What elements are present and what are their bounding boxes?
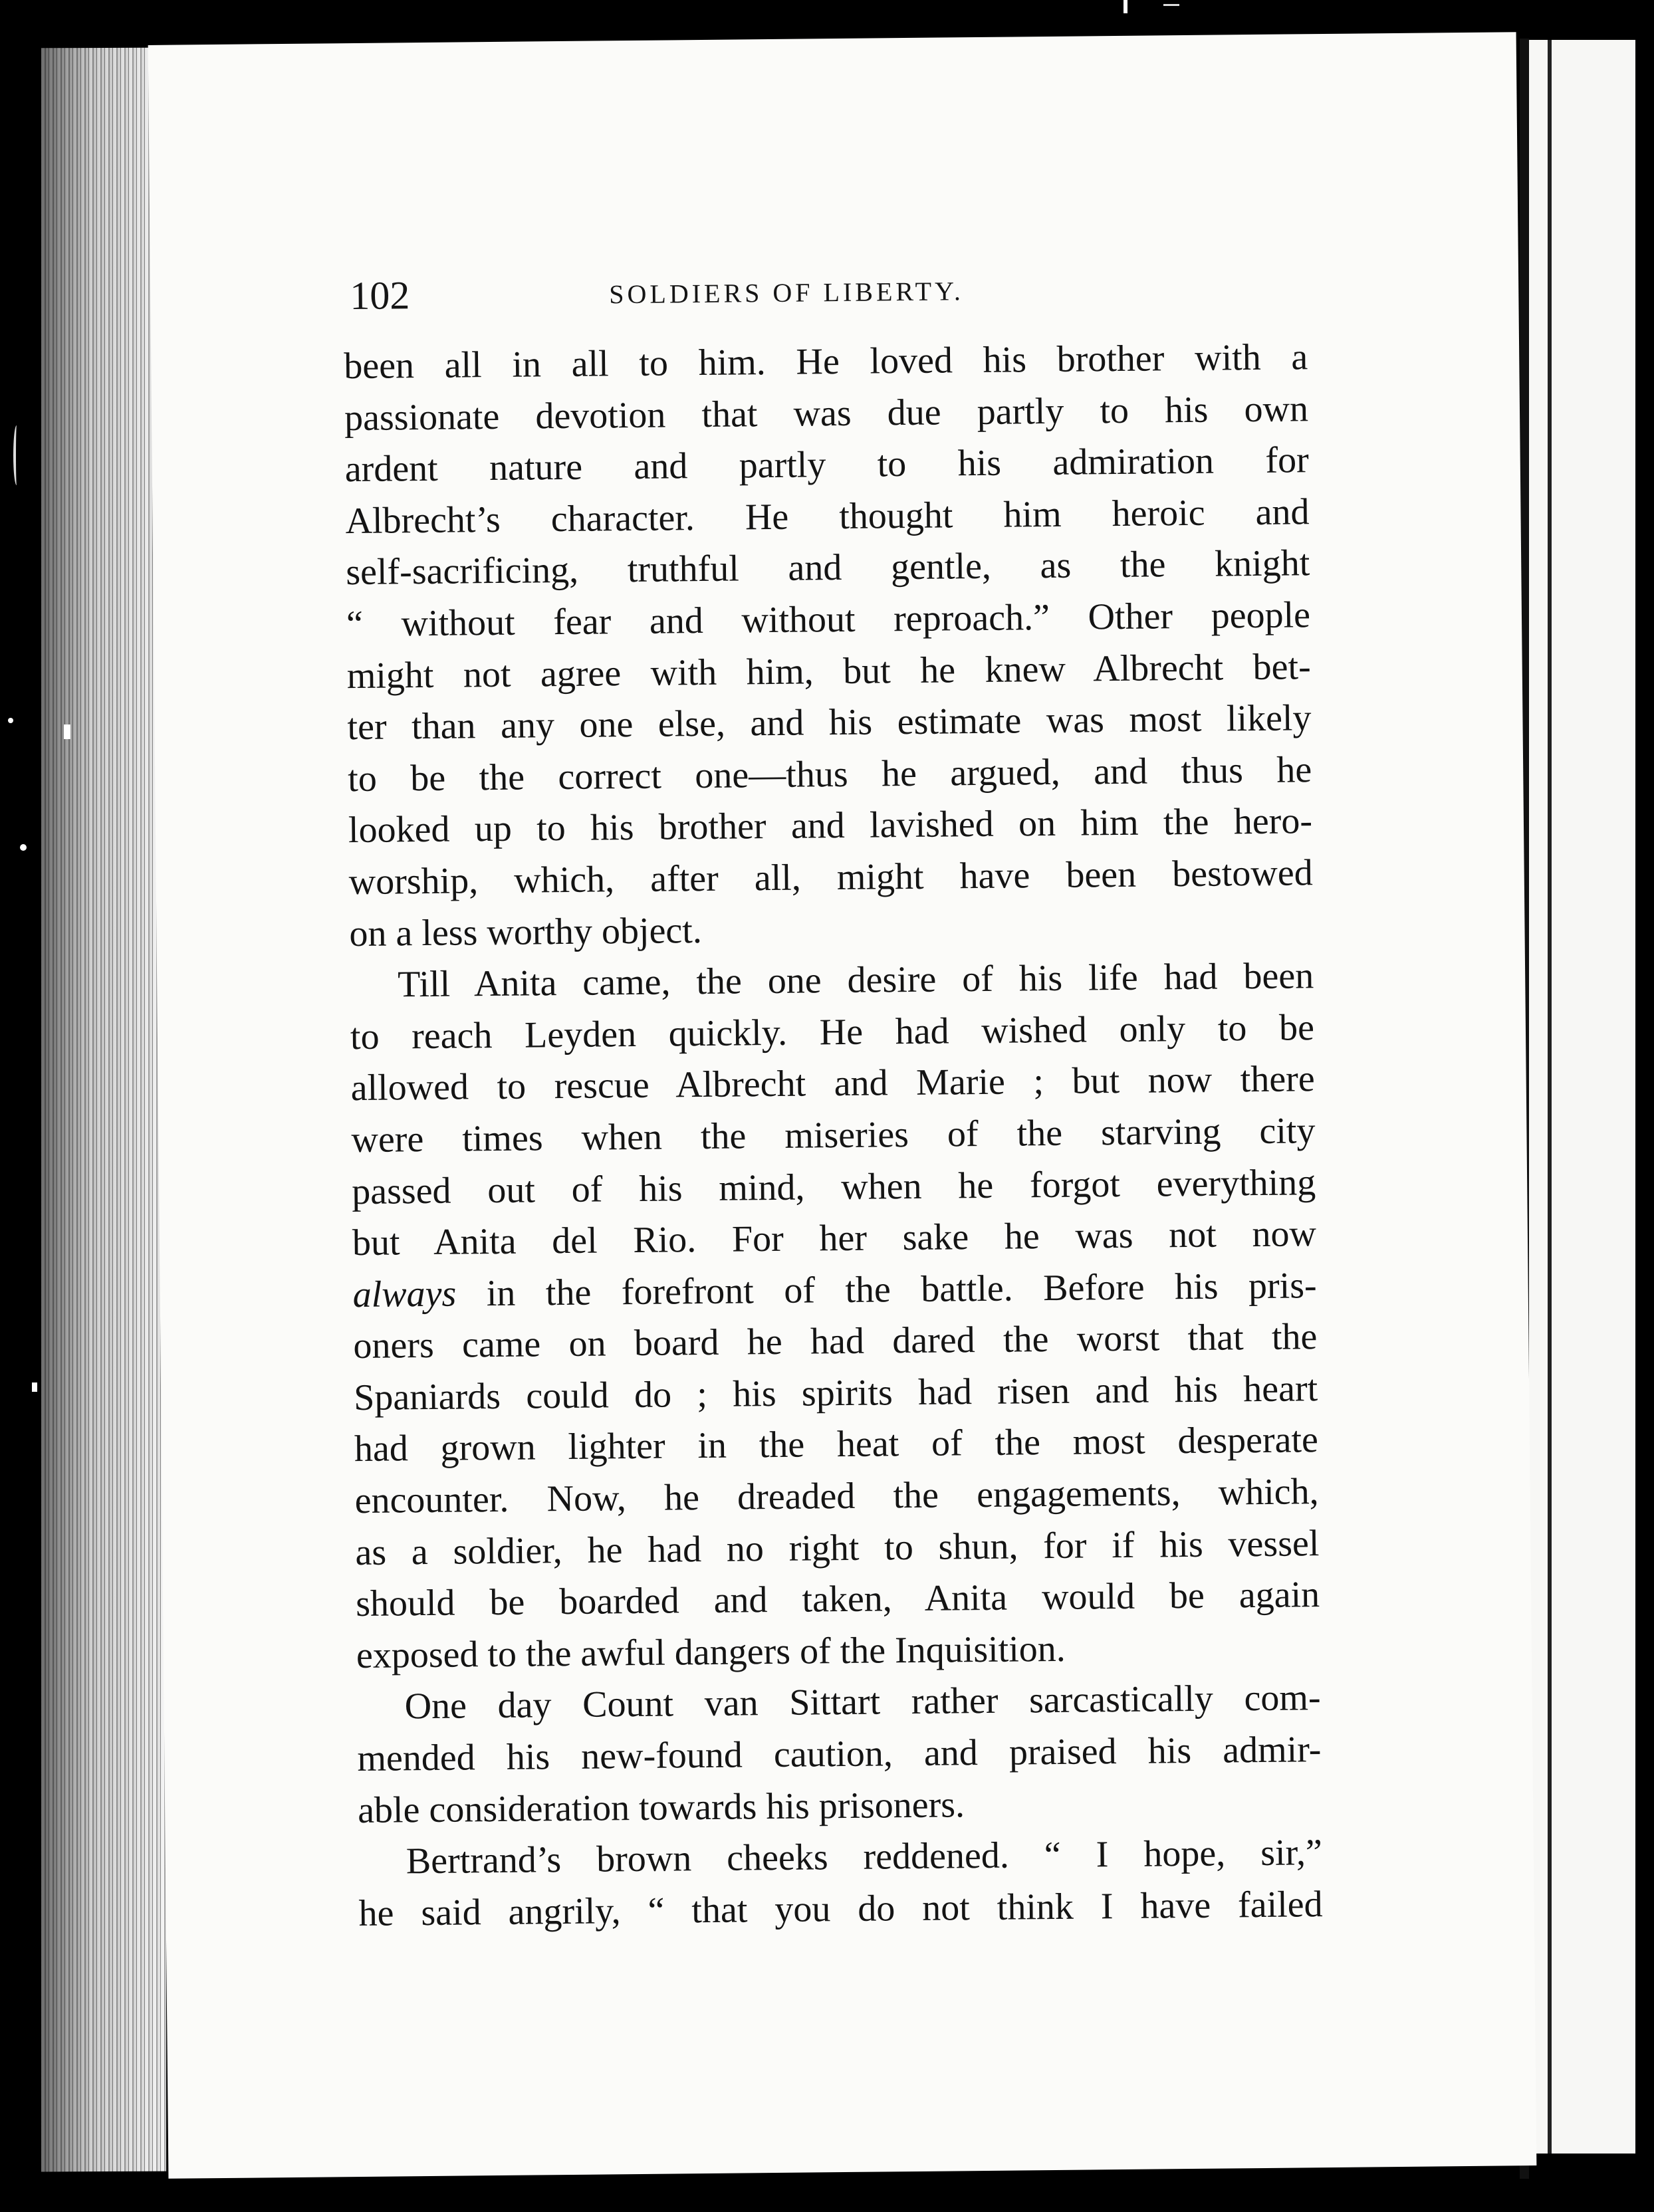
text-line: Bertrand’s brown cheeks reddened. “ I hope, sir,” <box>406 1832 1323 1882</box>
scan-dust <box>8 718 13 723</box>
text-line: he said angrily, “ that you do not think I have failed <box>358 1883 1323 1934</box>
text-line: One day Count van Sittart rather sarcastically com- <box>404 1677 1321 1727</box>
scan-dust <box>1163 4 1179 19</box>
scan-dust <box>64 724 70 739</box>
text-line: worship, which, after all, might have been bestowed <box>348 852 1313 903</box>
text-line: but Anita del Rio. For her sake he was not now <box>352 1213 1317 1264</box>
text-line: passionate devotion that was due partly to his own <box>344 387 1309 439</box>
text-line: ardent nature and partly to his admiration for <box>344 439 1310 491</box>
text-line: mended his new-found caution, and praised his admir- <box>357 1729 1322 1780</box>
emphasized-word: always <box>352 1273 457 1315</box>
text-line: been all in all to him. He loved his brother with a <box>343 336 1308 387</box>
scan-dust <box>20 844 27 851</box>
text-line: had grown lighter in the heat of the most desperate <box>354 1419 1319 1470</box>
text-line: Spaniards could do ; his spirits had risen and his heart <box>353 1368 1318 1418</box>
running-title: SOLDIERS OF LIBERTY. <box>609 276 965 310</box>
text-line: should be boarded and taken, Anita would be again <box>355 1574 1320 1625</box>
book-page <box>148 32 1537 2179</box>
page-header <box>350 261 1254 329</box>
text-line: “ without fear and without reproach.” Other people <box>346 594 1311 645</box>
scan-dust <box>32 1382 37 1392</box>
text-line: looked up to his brother and lavished on him the hero- <box>348 800 1313 851</box>
text-line: allowed to rescue Albrecht and Marie ; but now there <box>350 1058 1315 1109</box>
text-line: to be the correct one—thus he argued, and thus he <box>347 748 1312 800</box>
page-number: 102 <box>349 273 410 318</box>
text-line: passed out of his mind, when he forgot everything <box>351 1161 1316 1212</box>
text-line: exposed to the awful dangers of the Inquisition. <box>356 1628 1066 1676</box>
scan-dust <box>1123 0 1127 13</box>
text-line: able consideration towards his prisoners. <box>357 1783 965 1831</box>
text-line: were times when the miseries of the starving city <box>351 1110 1316 1161</box>
text-line: encounter. Now, he dreaded the engagements, which, <box>354 1471 1319 1522</box>
facing-page-edge <box>1529 40 1635 2154</box>
text-line: on a less worthy object. <box>349 909 703 954</box>
text-line: oners came on board he had dared the worst that the <box>353 1316 1318 1367</box>
text-line: Albrecht’s character. He thought him heroic and <box>345 491 1310 542</box>
text-line: Till Anita came, the one desire of his life had been <box>397 955 1314 1006</box>
text-line: might not agree with him, but he knew Albrecht bet- <box>346 645 1311 697</box>
text-line-rest: in the forefront of the battle. Before his pris- <box>455 1264 1317 1315</box>
body-text <box>344 332 1323 1939</box>
text-line-with-emphasis <box>352 1260 1317 1321</box>
text-line: ter than any one else, and his estimate was most likely <box>347 697 1312 748</box>
facing-page-border <box>1548 40 1552 2154</box>
page-edges-shadow <box>41 48 166 2172</box>
text-line: to reach Leyden quickly. He had wished only to be <box>350 1006 1315 1057</box>
text-line: as a soldier, he had no right to shun, for if his vessel <box>355 1522 1320 1573</box>
scan-mark <box>13 425 20 485</box>
text-line: self-sacrificing, truthful and gentle, as the knight <box>345 542 1310 594</box>
